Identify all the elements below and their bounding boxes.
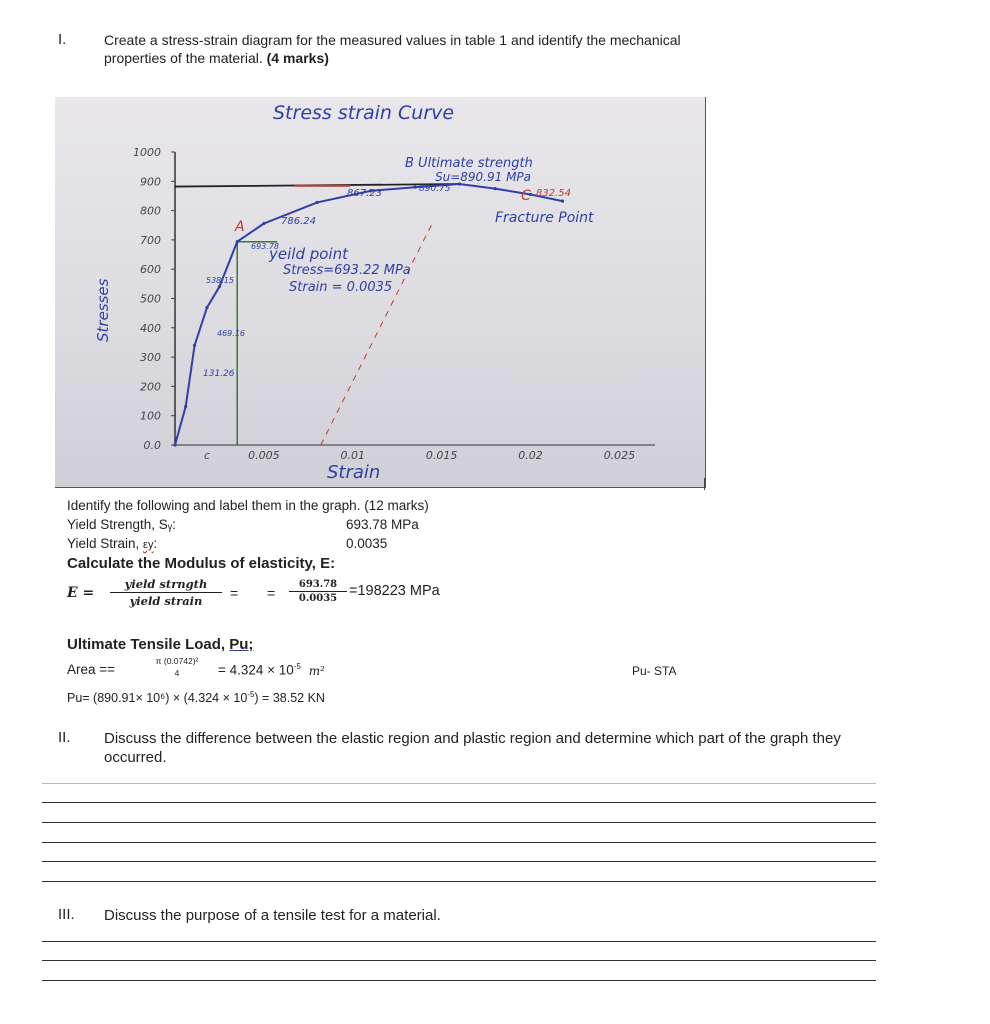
answer-line-q2-2[interactable]	[42, 802, 876, 803]
pu-result: ) = 38.52 KN	[254, 691, 325, 706]
value-label-5: 786.24	[281, 216, 316, 227]
uts-heading	[67, 636, 253, 653]
yield-strain-colon: :	[153, 536, 158, 551]
point-a-label: A	[235, 219, 245, 235]
value-label-2: 469.16	[217, 329, 245, 338]
x-tick-label: 0.025	[603, 449, 636, 462]
answer-line-q2-1[interactable]	[42, 783, 876, 784]
y-tick-label: 600	[140, 263, 161, 277]
chart-title: Stress strain Curve	[273, 102, 455, 124]
x-tick-label: 0.02	[518, 449, 543, 462]
identify-heading: Identify the following and label them in the graph. (12 marks)	[67, 498, 429, 513]
data-point	[173, 443, 176, 446]
modulus-result: =198223 MPa	[349, 583, 440, 599]
photo-edge	[704, 478, 705, 490]
yield-strain-annotation: Strain = 0.0035	[289, 280, 393, 295]
yield-strength-label: Yield Strength, Sᵧ:	[67, 517, 176, 532]
area-label: Area ==	[67, 662, 116, 677]
q1-text	[104, 31, 729, 67]
yield-strain-value: 0.0035	[346, 536, 388, 551]
y-tick-label: 900	[140, 175, 161, 189]
value-label-3: 538.15	[206, 276, 234, 285]
yield-strength-value: 693.78 MPa	[346, 517, 419, 532]
value-label-4: 693.78	[251, 242, 279, 251]
q1-body: Create a stress-strain diagram for the measured values in table 1 and identify the mechanical properties of the material.	[104, 32, 681, 66]
y-axis-label: Stresses	[94, 278, 112, 342]
q3-number: III.	[58, 906, 75, 923]
x-tick-label: c	[203, 449, 211, 462]
modulus-equals-1: =	[230, 585, 239, 601]
data-point	[493, 187, 496, 190]
y-tick-label: 100	[140, 409, 161, 423]
data-point	[316, 201, 319, 204]
area-fraction	[140, 656, 214, 678]
fracture-point-label: Fracture Point	[495, 210, 594, 226]
q1-number: I.	[58, 31, 67, 48]
y-tick-label: 300	[140, 351, 161, 365]
q2-text: Discuss the difference between the elastic region and plastic region and determine which part of the graph they occurred.	[104, 730, 841, 766]
answer-line-q3-1[interactable]	[42, 941, 876, 942]
q1-marks: (4 marks)	[266, 50, 329, 66]
pu-line	[67, 690, 325, 705]
area-unit: m²	[308, 663, 325, 678]
y-tick-label: 500	[140, 292, 161, 306]
pu-exponent: -5	[247, 690, 255, 699]
graph-photo	[55, 97, 706, 488]
answer-line-q2-6[interactable]	[42, 881, 876, 882]
answer-line-q2-5[interactable]	[42, 861, 876, 862]
data-point	[236, 240, 239, 243]
yield-strain-label	[67, 536, 157, 551]
data-point	[262, 222, 265, 225]
modulus-fraction	[110, 577, 222, 608]
y-tick-label: 1000	[133, 146, 161, 159]
y-tick-label: 400	[140, 321, 161, 335]
modulus-lhs: E =	[67, 585, 95, 601]
area-numerator: π (0.0742)²	[155, 656, 199, 666]
uts-heading-text: Ultimate Tensile Load,	[67, 636, 230, 653]
answer-line-q3-3[interactable]	[42, 980, 876, 981]
x-tick-label: 0.005	[248, 449, 280, 462]
point-c-label: C	[521, 188, 531, 204]
ultimate-annotation: B Ultimate strength	[405, 156, 533, 171]
value-label-6: 867.23	[347, 188, 382, 199]
modulus-heading: Calculate the Modulus of elasticity, E:	[67, 555, 336, 572]
q3-text: Discuss the purpose of a tensile test for a material.	[104, 907, 441, 924]
yield-strain-symbol: εy	[143, 539, 154, 551]
yield-stress-annotation: Stress=693.22 MPa	[283, 263, 411, 278]
area-result-text: = 4.324 × 10	[218, 662, 294, 678]
ultimate-value-annotation: Su=890.91 MPa	[435, 170, 532, 184]
area-denominator: 4	[174, 668, 180, 678]
area-result	[218, 662, 325, 678]
pu-line-text: Pu= (890.91× 10⁶) × (4.324 × 10	[67, 691, 248, 706]
area-exponent: -5	[293, 662, 301, 671]
data-point	[193, 344, 196, 347]
value-label-8: 832.54	[536, 188, 571, 199]
q2-number: II.	[58, 729, 71, 746]
stress-strain-chart	[55, 97, 705, 487]
x-tick-label: 0.015	[425, 449, 458, 462]
modulus-equals-2: =	[267, 585, 276, 601]
data-point	[184, 405, 187, 408]
answer-line-q2-4[interactable]	[42, 842, 876, 843]
yield-point-title: yeild point	[269, 245, 348, 263]
data-point	[413, 186, 416, 189]
modulus-numerator-2: 693.78	[289, 579, 347, 592]
answer-line-q2-3[interactable]	[42, 822, 876, 823]
uts-heading-symbol: Pu;	[229, 636, 254, 653]
yield-strain-label-text: Yield Strain,	[67, 536, 144, 551]
modulus-numerator: yield strngth	[110, 577, 222, 593]
value-label-1: 131.26	[203, 369, 235, 379]
y-tick-label: 700	[140, 233, 161, 247]
value-label-7: 890.75	[419, 184, 451, 194]
x-tick-label: 0.01	[340, 449, 366, 462]
y-tick-label: 200	[140, 380, 161, 394]
data-point	[218, 285, 221, 288]
data-point	[561, 199, 564, 202]
y-tick-label: 0.0	[143, 439, 161, 452]
answer-line-q3-2[interactable]	[42, 960, 876, 961]
x-axis-label: Strain	[327, 462, 381, 483]
modulus-fraction-2	[289, 579, 347, 604]
y-tick-label: 800	[140, 204, 161, 218]
modulus-denominator: yield strain	[129, 594, 203, 608]
modulus-denominator-2: 0.0035	[298, 593, 338, 604]
data-point	[205, 306, 208, 309]
pu-sta-label: Pu- STA	[632, 664, 677, 678]
